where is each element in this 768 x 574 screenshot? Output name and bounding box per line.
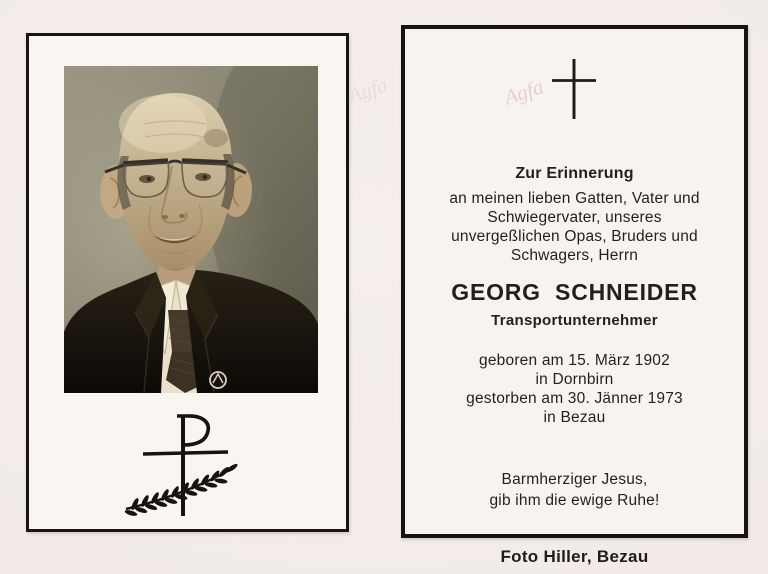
portrait-photo bbox=[64, 66, 318, 393]
prayer-line: gib ihm die ewige Ruhe! bbox=[489, 492, 660, 509]
agfa-watermark: Agfa bbox=[345, 72, 391, 108]
memorial-title: Zur Erinnerung bbox=[515, 165, 634, 182]
memorial-text-card bbox=[401, 25, 748, 538]
dates-line: in Dornbirn bbox=[535, 371, 614, 388]
photo-credit: Foto Hiller, Bezau bbox=[500, 547, 649, 566]
dates-line: gestorben am 30. Jänner 1973 bbox=[466, 390, 683, 407]
deceased-profession: Transportunternehmer bbox=[491, 312, 658, 329]
life-dates bbox=[405, 351, 744, 427]
intro-line: unvergeßlichen Opas, Bruders und bbox=[451, 228, 698, 245]
agfa-watermark: Agfa bbox=[501, 74, 547, 110]
memorial-intro bbox=[405, 189, 744, 265]
prayer-line: Barmherziger Jesus, bbox=[501, 471, 648, 488]
intro-line: an meinen lieben Gatten, Vater und bbox=[449, 190, 700, 207]
prayer-text bbox=[405, 469, 744, 511]
chi-rho-laurel-icon bbox=[123, 412, 238, 524]
intro-line: Schwagers, Herrn bbox=[510, 247, 639, 264]
deceased-name: GEORG SCHNEIDER bbox=[451, 279, 698, 305]
latin-cross-icon bbox=[552, 59, 596, 121]
dates-line: geboren am 15. März 1902 bbox=[479, 352, 670, 369]
dates-line: in Bezau bbox=[543, 409, 606, 426]
memorial-text-inner bbox=[405, 29, 744, 534]
photo-card-inner bbox=[29, 36, 346, 529]
intro-line: Schwiegervater, unseres bbox=[487, 209, 662, 226]
photo-card bbox=[26, 33, 349, 532]
